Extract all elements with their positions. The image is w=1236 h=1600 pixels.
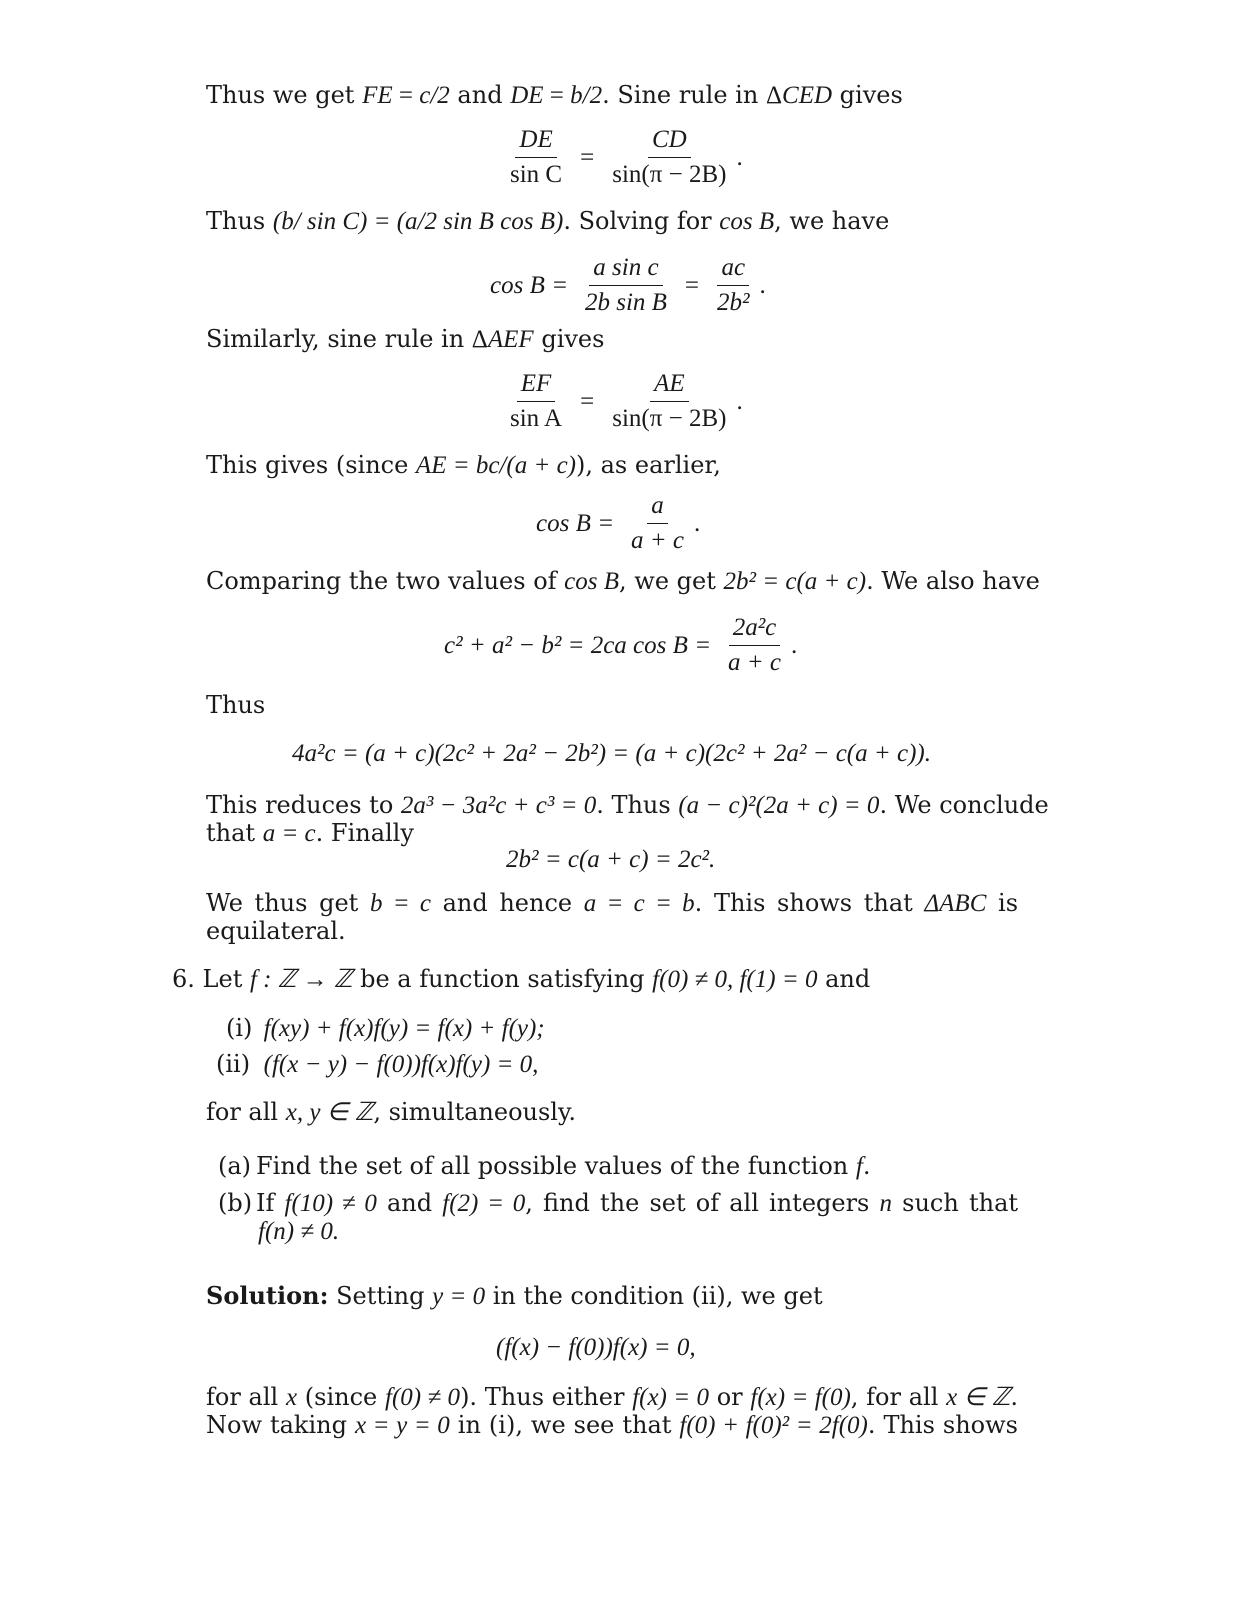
equation-cosb-1: cos B = $\frac{\text{a sin c}}{\text{2b sin B}}$ = $\frac{ac}{\text{2b²}}$ . [490,254,766,316]
text: Thus [206,207,273,235]
condition-expression: f(xy) + f(x)f(y) = f(x) + f(y); [263,1015,545,1042]
math-domain: x, y ∈ ℤ [285,1099,374,1126]
math-f2: f(2) = 0 [442,1190,526,1217]
text: . We conclude [879,791,1049,819]
paragraph-thus [206,690,265,720]
text: gives [832,81,903,109]
text: Comparing the two values of [206,567,565,595]
text: Thus [206,691,266,719]
math-a-equals-c: a = c [262,820,316,847]
math-factored: (a − c)²(2a + c) = 0 [678,792,880,819]
text: Similarly, sine rule in [206,325,472,353]
paragraph-equilateral [206,888,1018,919]
math-fx-zero: f(x) = 0 [632,1384,709,1411]
equation-law-of-cosines: c² + a² − b² = 2ca cos B = $\frac{\text{2a²c}}{a + c}$ . [444,614,798,676]
math-x: x [285,1384,298,1411]
text: for all [206,1383,286,1411]
paragraph-sine-rule-ced [206,80,903,111]
math-fn: f(n) ≠ 0. [258,1218,340,1245]
text: or [708,1383,751,1411]
text: and [376,1189,443,1217]
text: and [817,965,871,993]
equation-sine-rule-2: $\frac{EF}{\text{sin A}}$ = $\frac{AE}{\sin(\pi - 2B)}$ . [510,370,743,432]
text: . [862,1152,871,1180]
math-x-in-z: x ∈ ℤ [946,1384,1011,1411]
text: . Finally [315,819,414,847]
paragraph-this-gives [206,450,721,481]
math-fx-f0: f(x) = f(0) [750,1384,851,1411]
paragraph-solving-cosb [206,206,889,237]
math-f: f [855,1153,863,1180]
paragraph-solution-1 [206,1382,1018,1413]
math-n: n [879,1190,893,1217]
text: This gives (since [206,451,416,479]
text: , simultaneously. [373,1098,576,1126]
text: equilateral. [206,917,346,945]
math-fe: FE = c/2 [362,82,450,109]
text: , we get [619,567,724,595]
text: . This shows [867,1411,1018,1439]
equation-expansion: 4a²c = (a + c)(2c² + 2a² − 2b²) = (a + c)(2c² + 2a² − c(a + c)). [292,740,931,767]
math-triangle-abc: ΔABC [924,890,987,917]
equation-solution: (f(x) − f(0))f(x) = 0, [496,1334,696,1361]
text: . This shows that [694,889,925,917]
text: If [256,1189,285,1217]
text: be a function satisfying [352,965,653,993]
text: . Thus [596,791,679,819]
math-de: DE = b/2 [510,82,603,109]
text: is [986,889,1019,917]
math-triangle-ced: ΔCED [765,82,833,109]
part-a [218,1151,870,1182]
text: such that [892,1189,1019,1217]
equation-sine-rule-1: $\frac{DE}{\text{sin C}}$ = $\frac{CD}{\sin(\pi - 2B)}$ . [510,126,743,188]
equation-final-b: 2b² = c(a + c) = 2c². [506,846,716,873]
part-label: (b) [218,1189,253,1217]
problem-6-statement [172,964,870,995]
math-ae: AE = bc/(a + c) [415,452,576,479]
paragraph-for-all [206,1097,576,1128]
math-f10: f(10) ≠ 0 [284,1190,377,1217]
equation-cosb-2: cos B = $\frac{a}{a + c}$ . [536,492,701,554]
text: and [449,81,511,109]
condition-i [226,1013,545,1044]
paragraph-reduces [206,790,1049,821]
math-cosb: cos B [564,568,620,595]
text: This reduces to [206,791,401,819]
text: Now taking [206,1411,355,1439]
math-x-y-zero: x = y = 0 [354,1412,450,1439]
math-relation: 2b² = c(a + c) [723,568,867,595]
text: . [1010,1383,1018,1411]
text: Thus we get [206,81,363,109]
text: . We also have [866,567,1040,595]
condition-label: (i) [226,1014,253,1042]
text: in (i), we see that [449,1411,680,1439]
part-b-line-2 [258,1216,339,1247]
text: gives [533,325,605,353]
math-cosb: cos B [719,208,775,235]
text: ). Thus either [460,1383,633,1411]
math-cubic: 2a³ − 3a²c + c³ = 0 [400,792,597,819]
math-triangle-aef: ΔAEF [471,326,534,353]
text: . Solving for [563,207,720,235]
condition-expression: (f(x − y) − f(0))f(x)f(y) = 0, [263,1051,539,1078]
math-y-zero: y = 0 [432,1283,486,1310]
text: Find the set of all possible values of the function [256,1152,856,1180]
text: , we have [774,207,890,235]
paragraph-conclude [206,818,414,849]
math-f0-relation: f(0) + f(0)² = 2f(0) [679,1412,868,1439]
math-all-equal: a = c = b [583,890,695,917]
math-b-equals-c: b = c [369,890,431,917]
text: Setting [328,1282,433,1310]
paragraph-sine-rule-aef [206,324,604,355]
text: in the condition (ii), we get [485,1282,823,1310]
text: for all [206,1098,286,1126]
text: that [206,819,263,847]
solution-intro [206,1281,823,1312]
text: . Sine rule in [602,81,766,109]
math-f0: f(0) ≠ 0 [385,1384,461,1411]
text: , find the set of all integers [525,1189,880,1217]
text: (since [297,1383,386,1411]
condition-label: (ii) [216,1050,251,1078]
part-label: (a) [218,1152,252,1180]
math-conditions: f(0) ≠ 0, f(1) = 0 [652,966,818,993]
math-expression: (b/ sin C) = (a/2 sin B cos B) [272,208,564,235]
paragraph-equilateral-end [206,916,346,946]
paragraph-solution-2 [206,1410,1018,1441]
solution-heading: Solution: [206,1281,329,1310]
part-b [218,1188,1018,1219]
text: ), as earlier, [576,451,721,479]
condition-ii [216,1049,538,1080]
text: , for all [850,1383,947,1411]
text: and hence [430,889,584,917]
problem-number: 6. [172,965,195,993]
text: We thus get [206,889,370,917]
math-function: f : ℤ → ℤ [249,966,353,993]
text: Let [202,965,250,993]
paragraph-comparing [206,566,1040,597]
